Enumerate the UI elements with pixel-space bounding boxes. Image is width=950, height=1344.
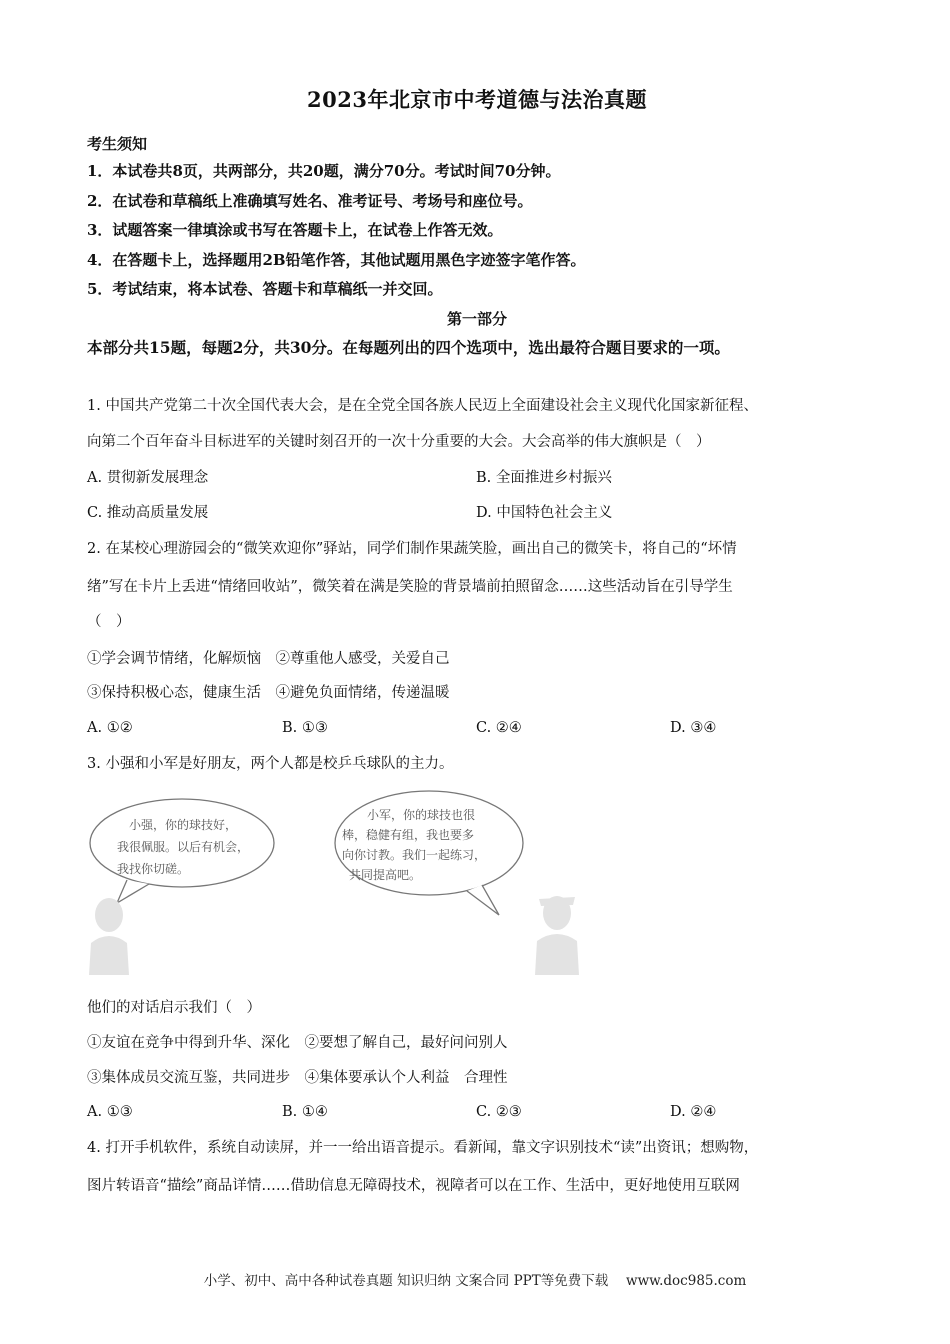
- student-figure-left: [89, 898, 129, 975]
- question-2-text: 2. 在某校心理游园会的“微笑欢迎你”驿站，同学们制作果蔬笑脸，画出自己的微笑卡，将自己的“坏情: [87, 541, 737, 557]
- question-4-text: 图片转语音“描绘”商品详情……借助信息无障碍技术，视障者可以在工作、生活中，更好地使用互联网: [87, 1178, 740, 1194]
- question-3-prompt: 他们的对话启示我们（ ）: [87, 1000, 261, 1016]
- question-4-text: 4. 打开手机软件，系统自动读屏，并一一给出语音提示。看新闻，靠文字识别技术“读”出资讯；想购物，: [87, 1140, 759, 1156]
- question-2-text: （ ）: [87, 614, 131, 630]
- question-3-text: 3. 小强和小军是好朋友，两个人都是校乒乓球队的主力。: [87, 756, 454, 772]
- notice-list: [87, 160, 586, 308]
- page-footer: 小学、初中、高中各种试卷真题 知识归纳 文案合同 PPT等免费下载 www.doc985.com: [203, 1273, 747, 1289]
- question-3-option-d: D. ②④: [670, 1104, 717, 1120]
- question-1-text: 1. 中国共产党第二十次全国代表大会，是在全党全国各族人民迈上全面建设社会主义现代化国家新征程、: [87, 398, 758, 414]
- question-3-statement: ③集体成员交流互鉴，共同进步 ④集体要承认个人利益 合理性: [87, 1070, 508, 1086]
- notice-item: 5．考试结束，将本试卷、答题卡和草稿纸一并交回。: [87, 280, 443, 298]
- student-figure-right: [535, 896, 579, 975]
- bubble-right-line: 小军，你的球技也很: [367, 808, 476, 822]
- question-2-statement: ③保持积极心态，健康生活 ④避免负面情绪，传递温暖: [87, 685, 450, 701]
- question-3-statement: ①友谊在竞争中得到升华、深化 ②要想了解自己，最好问问别人: [87, 1035, 508, 1051]
- question-2-option-b: B. ①③: [282, 720, 328, 736]
- part-description: 本部分共15题，每题2分，共30分。在每题列出的四个选项中，选出最符合题目要求的一项。: [87, 338, 730, 357]
- question-2-option-c: C. ②④: [476, 720, 522, 736]
- question-1-text: 向第二个百年奋斗目标进军的关键时刻召开的一次十分重要的大会。大会高举的伟大旗帜是（ ）: [87, 434, 711, 450]
- part-title: 第一部分: [446, 310, 507, 328]
- speech-bubble-tail-right: [467, 885, 499, 915]
- question-1-option-c: C. 推动高质量发展: [87, 505, 209, 521]
- notice-item: 2．在试卷和草稿纸上准确填写姓名、准考证号、考场号和座位号。: [87, 191, 533, 210]
- page-title: 2023年北京市中考道德与法治真题: [307, 87, 647, 112]
- question-1-option-a: A. 贯彻新发展理念: [87, 470, 209, 486]
- notice-heading: 考生须知: [87, 135, 148, 153]
- question-1-option-b: B. 全面推进乡村振兴: [476, 470, 612, 486]
- bubble-left-line: 我很佩服。以后有机会，: [117, 840, 250, 854]
- question-2-option-d: D. ③④: [670, 720, 717, 736]
- question-1-option-d: D. 中国特色社会主义: [476, 505, 613, 521]
- notice-item: 4．在答题卡上，选择题用2B铅笔作答，其他试题用黑色字迹签字笔作答。: [87, 250, 586, 269]
- question-3-option-b: B. ①④: [282, 1104, 328, 1120]
- question-2-option-a: A. ①②: [87, 720, 133, 736]
- bubble-right-line: 向你讨教。我们一起练习，: [342, 848, 487, 862]
- bubble-left-line: 我找你切磋。: [117, 862, 190, 876]
- question-3-option-c: C. ②③: [476, 1104, 522, 1120]
- question-2-text: 绪”写在卡片上丢进“情绪回收站”，微笑着在满是笑脸的背景墙前拍照留念……这些活动旨在引导学生: [87, 579, 733, 595]
- question-3-option-a: A. ①③: [87, 1104, 133, 1120]
- notice-item: 3．试题答案一律填涂或书写在答题卡上，在试卷上作答无效。: [87, 221, 503, 239]
- bubble-right-line: 棒，稳健有组，我也要多: [342, 828, 475, 842]
- notice-item: 1．本试卷共8页，共两部分，共20题，满分70分。考试时间70分钟。: [87, 162, 561, 180]
- dialogue-illustration: [87, 785, 587, 975]
- question-2-statement: ①学会调节情绪，化解烦恼 ②尊重他人感受，关爱自己: [87, 651, 450, 667]
- bubble-right-line: 共同提高吧。: [349, 868, 422, 882]
- bubble-left-line: 小强，你的球技好，: [129, 818, 238, 832]
- speech-bubble-tail-left: [117, 880, 149, 903]
